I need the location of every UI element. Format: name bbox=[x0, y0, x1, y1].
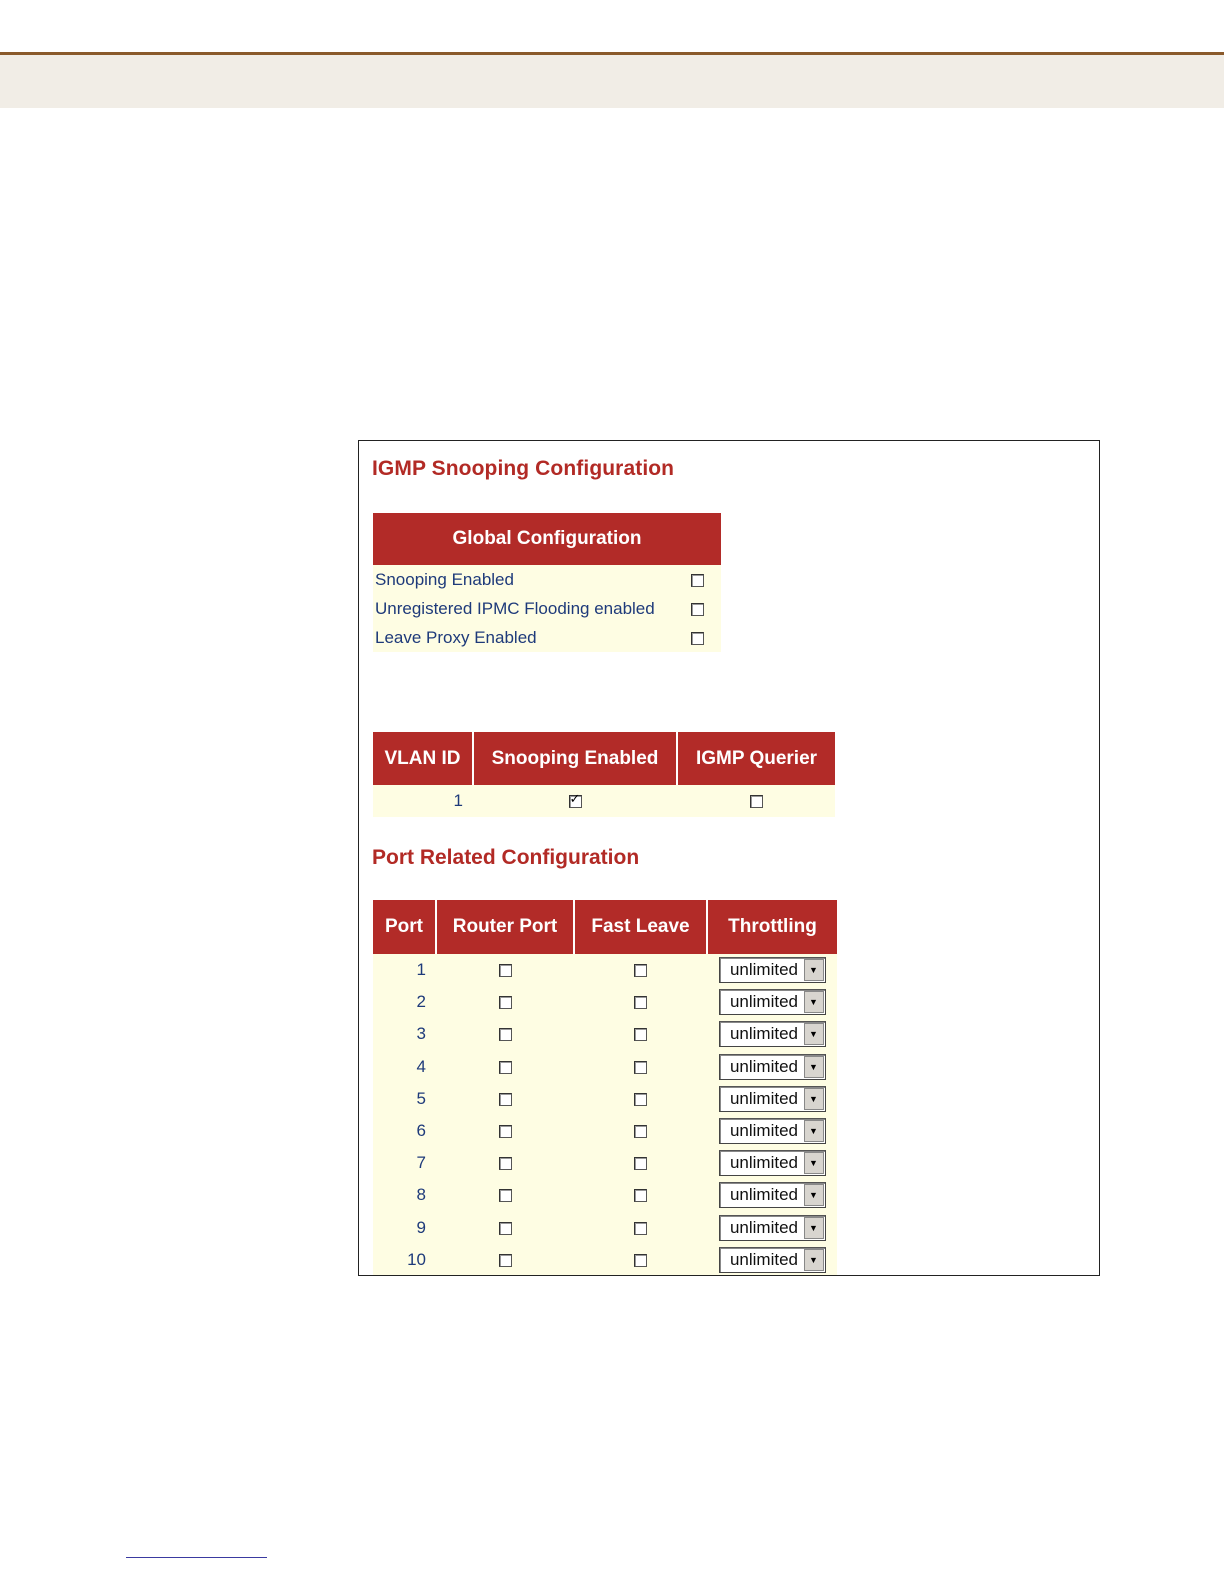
global-row-flooding bbox=[373, 594, 721, 623]
port-number: 5 bbox=[373, 1083, 436, 1115]
router-port-checkbox[interactable] bbox=[499, 1222, 512, 1235]
port-number: 4 bbox=[373, 1051, 436, 1083]
throttling-header: Throttling bbox=[707, 900, 837, 954]
snooping-enabled-checkbox[interactable] bbox=[691, 574, 704, 587]
fast-leave-checkbox[interactable] bbox=[634, 1157, 647, 1170]
throttling-value: unlimited bbox=[729, 992, 799, 1012]
throttling-value: unlimited bbox=[729, 1217, 799, 1237]
port-row bbox=[373, 1083, 837, 1115]
throttling-select[interactable] bbox=[719, 1086, 826, 1112]
throttling-select[interactable] bbox=[719, 1215, 826, 1241]
throttling-select[interactable] bbox=[719, 1054, 826, 1080]
vlan-table bbox=[373, 732, 835, 817]
global-flooding-label: Unregistered IPMC Flooding enabled bbox=[373, 594, 673, 623]
port-row bbox=[373, 1051, 837, 1083]
router-port-checkbox[interactable] bbox=[499, 1125, 512, 1138]
throttling-select[interactable] bbox=[719, 1247, 826, 1273]
footer-link-rule bbox=[126, 1557, 267, 1558]
port-number: 1 bbox=[373, 954, 436, 986]
vlan-snooping-header: Snooping Enabled bbox=[473, 732, 677, 785]
throttling-select[interactable] bbox=[719, 989, 826, 1015]
router-port-checkbox[interactable] bbox=[499, 1028, 512, 1041]
fast-leave-checkbox[interactable] bbox=[634, 1093, 647, 1106]
port-row bbox=[373, 1244, 837, 1276]
throttling-select[interactable] bbox=[719, 1150, 826, 1176]
port-number: 9 bbox=[373, 1212, 436, 1244]
vlan-id-header: VLAN ID bbox=[373, 732, 473, 785]
throttling-value: unlimited bbox=[729, 1088, 799, 1108]
chevron-down-icon[interactable]: ▼ bbox=[804, 1023, 824, 1045]
chevron-down-icon[interactable]: ▼ bbox=[804, 1184, 824, 1206]
throttling-select[interactable] bbox=[719, 1021, 826, 1047]
port-number: 10 bbox=[373, 1244, 436, 1276]
router-port-checkbox[interactable] bbox=[499, 1093, 512, 1106]
vlan-row bbox=[373, 785, 835, 817]
throttling-value: unlimited bbox=[729, 1024, 799, 1044]
vlan-querier-header: IGMP Querier bbox=[677, 732, 835, 785]
port-row bbox=[373, 1147, 837, 1179]
port-number: 8 bbox=[373, 1179, 436, 1211]
throttling-select[interactable] bbox=[719, 957, 826, 983]
port-row bbox=[373, 1018, 837, 1050]
screenshot-frame bbox=[358, 440, 1100, 1276]
port-row bbox=[373, 1179, 837, 1211]
fast-leave-checkbox[interactable] bbox=[634, 1222, 647, 1235]
global-row-leave-proxy bbox=[373, 623, 721, 652]
throttling-select[interactable] bbox=[719, 1182, 826, 1208]
port-row bbox=[373, 986, 837, 1018]
port-config-table bbox=[373, 900, 837, 1276]
global-config-header: Global Configuration bbox=[373, 513, 721, 565]
router-port-checkbox[interactable] bbox=[499, 1061, 512, 1074]
router-port-checkbox[interactable] bbox=[499, 996, 512, 1009]
fast-leave-header: Fast Leave bbox=[574, 900, 707, 954]
throttling-value: unlimited bbox=[729, 1153, 799, 1173]
chevron-down-icon[interactable]: ▼ bbox=[804, 991, 824, 1013]
unregistered-ipmc-flooding-checkbox[interactable] bbox=[691, 603, 704, 616]
chevron-down-icon[interactable]: ▼ bbox=[804, 1152, 824, 1174]
global-snooping-label: Snooping Enabled bbox=[373, 565, 673, 594]
page-header-band bbox=[0, 55, 1224, 108]
global-row-snooping bbox=[373, 565, 721, 594]
fast-leave-checkbox[interactable] bbox=[634, 964, 647, 977]
chevron-down-icon[interactable]: ▼ bbox=[804, 959, 824, 981]
global-leave-proxy-label: Leave Proxy Enabled bbox=[373, 623, 673, 652]
vlan-snooping-checkbox[interactable] bbox=[569, 795, 582, 808]
port-number: 7 bbox=[373, 1147, 436, 1179]
vlan-id-cell: 1 bbox=[373, 785, 473, 817]
throttling-value: unlimited bbox=[729, 1185, 799, 1205]
throttling-value: unlimited bbox=[729, 1121, 799, 1141]
port-row bbox=[373, 1115, 837, 1147]
router-port-checkbox[interactable] bbox=[499, 1189, 512, 1202]
global-config-table bbox=[373, 513, 721, 652]
leave-proxy-enabled-checkbox[interactable] bbox=[691, 632, 704, 645]
throttling-value: unlimited bbox=[729, 1056, 799, 1076]
fast-leave-checkbox[interactable] bbox=[634, 1254, 647, 1267]
chevron-down-icon[interactable]: ▼ bbox=[804, 1056, 824, 1078]
router-port-checkbox[interactable] bbox=[499, 1254, 512, 1267]
fast-leave-checkbox[interactable] bbox=[634, 1125, 647, 1138]
chevron-down-icon[interactable]: ▼ bbox=[804, 1217, 824, 1239]
throttling-value: unlimited bbox=[729, 960, 799, 980]
fast-leave-checkbox[interactable] bbox=[634, 1061, 647, 1074]
port-number: 2 bbox=[373, 986, 436, 1018]
vlan-querier-checkbox[interactable] bbox=[750, 795, 763, 808]
port-header: Port bbox=[373, 900, 436, 954]
port-row bbox=[373, 954, 837, 986]
port-number: 3 bbox=[373, 1018, 436, 1050]
chevron-down-icon[interactable]: ▼ bbox=[804, 1088, 824, 1110]
throttling-value: unlimited bbox=[729, 1249, 799, 1269]
router-port-checkbox[interactable] bbox=[499, 964, 512, 977]
page-title: IGMP Snooping Configuration bbox=[372, 457, 675, 480]
throttling-select[interactable] bbox=[719, 1118, 826, 1144]
port-section-title: Port Related Configuration bbox=[372, 846, 640, 869]
router-port-checkbox[interactable] bbox=[499, 1157, 512, 1170]
fast-leave-checkbox[interactable] bbox=[634, 1189, 647, 1202]
fast-leave-checkbox[interactable] bbox=[634, 1028, 647, 1041]
port-number: 6 bbox=[373, 1115, 436, 1147]
fast-leave-checkbox[interactable] bbox=[634, 996, 647, 1009]
chevron-down-icon[interactable]: ▼ bbox=[804, 1249, 824, 1271]
router-port-header: Router Port bbox=[436, 900, 574, 954]
chevron-down-icon[interactable]: ▼ bbox=[804, 1120, 824, 1142]
port-row bbox=[373, 1212, 837, 1244]
